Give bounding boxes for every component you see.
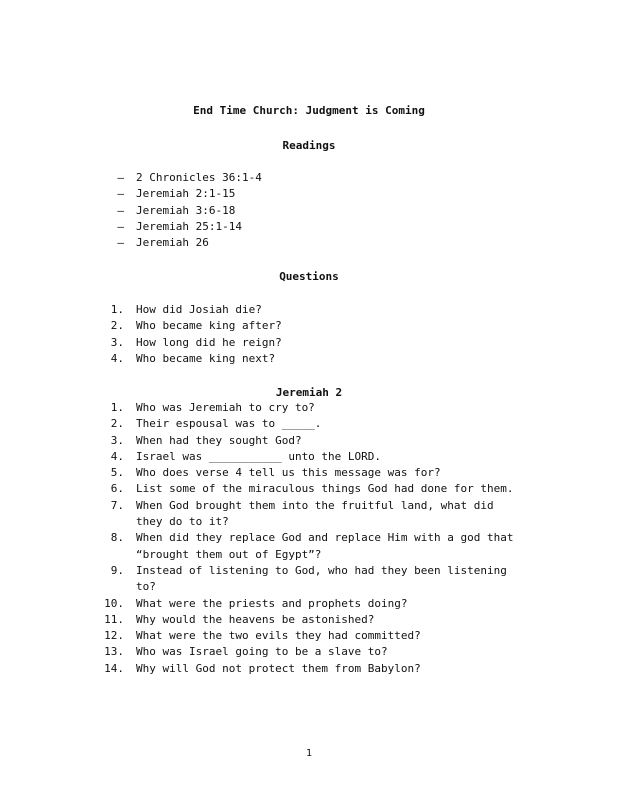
list-item [0,596,520,612]
question-text: What were the priests and prophets doing? [136,596,408,610]
item-number: 3. [110,433,124,447]
page-number: 1 [305,748,313,759]
list-item [0,186,520,202]
list-item [0,433,520,449]
list-item [0,219,520,235]
readings-heading: Readings [282,139,336,152]
question-text: What were the two evils they had committed? [136,629,421,643]
list-item [0,481,520,497]
list-item [0,302,520,318]
list-item [0,449,520,465]
list-item [0,530,520,563]
item-number: 12. [104,629,124,643]
list-item [0,498,520,531]
question-text: When God brought them into the fruitful land, what did they do to it? [136,498,494,529]
list-item [0,416,520,432]
item-number: 1. [110,401,124,414]
list-item [0,203,520,219]
questions-list [0,302,520,367]
question-text: When did they replace God and replace Him with a god that “brought them out of Egypt”? [136,531,514,561]
item-number: 9. [110,563,124,577]
question-text: Instead of listening to God, who had they been listening to? [136,563,507,594]
question-text: Why will God not protect them from Babylon? [136,661,421,675]
question-text: Israel was ___________ unto the LORD. [136,449,382,463]
item-number: 11. [104,612,124,626]
dash-marker: – [117,203,124,217]
questions-heading: Questions [279,270,339,283]
item-number: 7. [110,498,124,512]
list-item [0,318,520,334]
reading-text: 2 Chronicles 36:1-4 [136,171,262,184]
list-item [0,661,520,677]
question-text: Who was Israel going to be a slave to? [136,645,388,659]
question-text: Who became king after? [136,319,282,333]
item-number: 4. [110,449,124,463]
dash-marker: – [117,219,124,233]
list-item [0,235,520,251]
item-number: 5. [110,466,124,480]
list-item [0,335,520,351]
item-number: 2. [110,319,124,333]
dash-marker: – [117,171,124,184]
dash-marker: – [117,236,124,250]
item-number: 6. [110,482,124,496]
reading-text: Jeremiah 26 [136,236,209,250]
list-item [0,644,520,660]
item-number: 14. [104,661,124,675]
list-item [0,465,520,481]
readings-list [0,170,520,251]
page-title: End Time Church: Judgment is Coming [193,104,425,117]
question-text: List some of the miraculous things God had done for them. [136,482,514,496]
question-text: When had they sought God? [136,433,302,447]
dash-marker: – [117,187,124,201]
question-text: Who does verse 4 tell us this message was for? [136,466,441,480]
reading-text: Jeremiah 25:1-14 [136,219,242,233]
list-item [0,170,520,186]
item-number: 2. [110,417,124,431]
item-number: 1. [110,303,124,316]
reading-text: Jeremiah 2:1-15 [136,187,236,201]
list-item [0,563,520,596]
item-number: 10. [104,596,124,610]
list-item [0,351,520,367]
item-number: 3. [110,335,124,349]
question-text: Who became king next? [136,351,276,365]
list-item [0,628,520,644]
jeremiah-2-heading: Jeremiah 2 [275,386,343,399]
item-number: 4. [110,351,124,365]
item-number: 13. [104,645,124,659]
list-item [0,612,520,628]
item-number: 8. [110,531,124,545]
reading-text: Jeremiah 3:6-18 [136,203,236,217]
question-text: How long did he reign? [136,335,282,349]
question-text: Who was Jeremiah to cry to? [136,401,315,414]
question-text: Their espousal was to _____. [136,417,322,431]
question-text: How did Josiah die? [136,303,262,316]
jeremiah-2-questions-list [0,400,520,677]
list-item [0,400,520,416]
question-text: Why would the heavens be astonished? [136,612,375,626]
